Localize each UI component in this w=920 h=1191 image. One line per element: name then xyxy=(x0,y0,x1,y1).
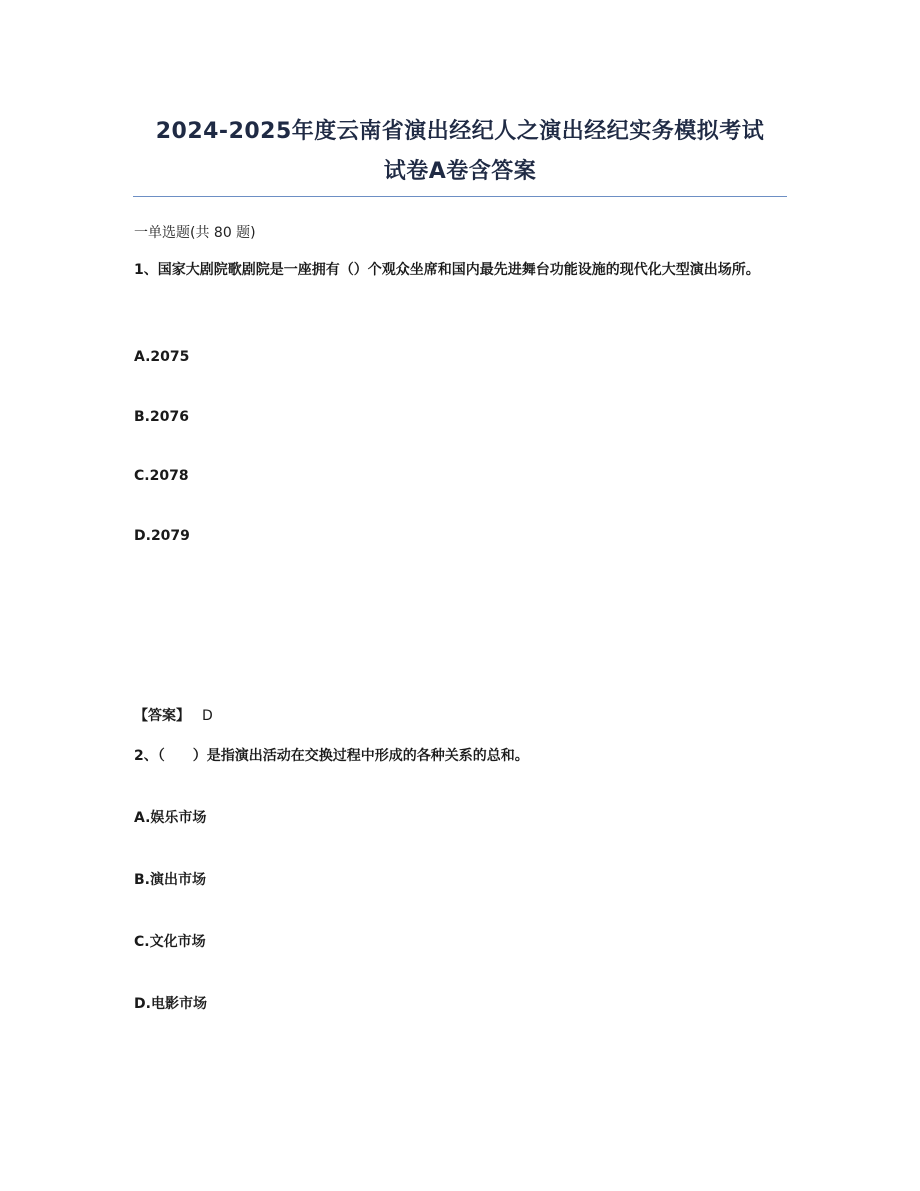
question-1-answer xyxy=(134,705,213,727)
answer-value: D xyxy=(202,708,213,724)
title-line-2: 试卷A卷含答案 xyxy=(383,159,537,184)
question-1-text: 1、国家大剧院歌剧院是一座拥有（）个观众坐席和国内最先进舞台功能设施的现代化大型演出场所。 xyxy=(134,262,760,278)
question-1-option-a: A.2075 xyxy=(134,349,190,365)
document-title xyxy=(120,112,800,192)
question-2-option-a: A.娱乐市场 xyxy=(134,810,207,826)
title-line-1: 2024-2025年度云南省演出经纪人之演出经纪实务模拟考试 xyxy=(155,119,765,144)
question-2-option-d: D.电影市场 xyxy=(134,996,207,1012)
question-2-option-b: B.演出市场 xyxy=(134,872,206,888)
question-1-option-d: D.2079 xyxy=(134,528,190,544)
answer-label: 【答案】 xyxy=(134,708,190,724)
question-2-option-c: C.文化市场 xyxy=(134,934,206,950)
question-1-option-b: B.2076 xyxy=(134,409,189,425)
title-divider xyxy=(133,196,787,197)
question-2-text: 2、（ ）是指演出活动在交换过程中形成的各种关系的总和。 xyxy=(134,748,529,764)
question-1-option-c: C.2078 xyxy=(134,468,189,484)
section-label: 一单选题(共 80 题) xyxy=(134,225,256,241)
